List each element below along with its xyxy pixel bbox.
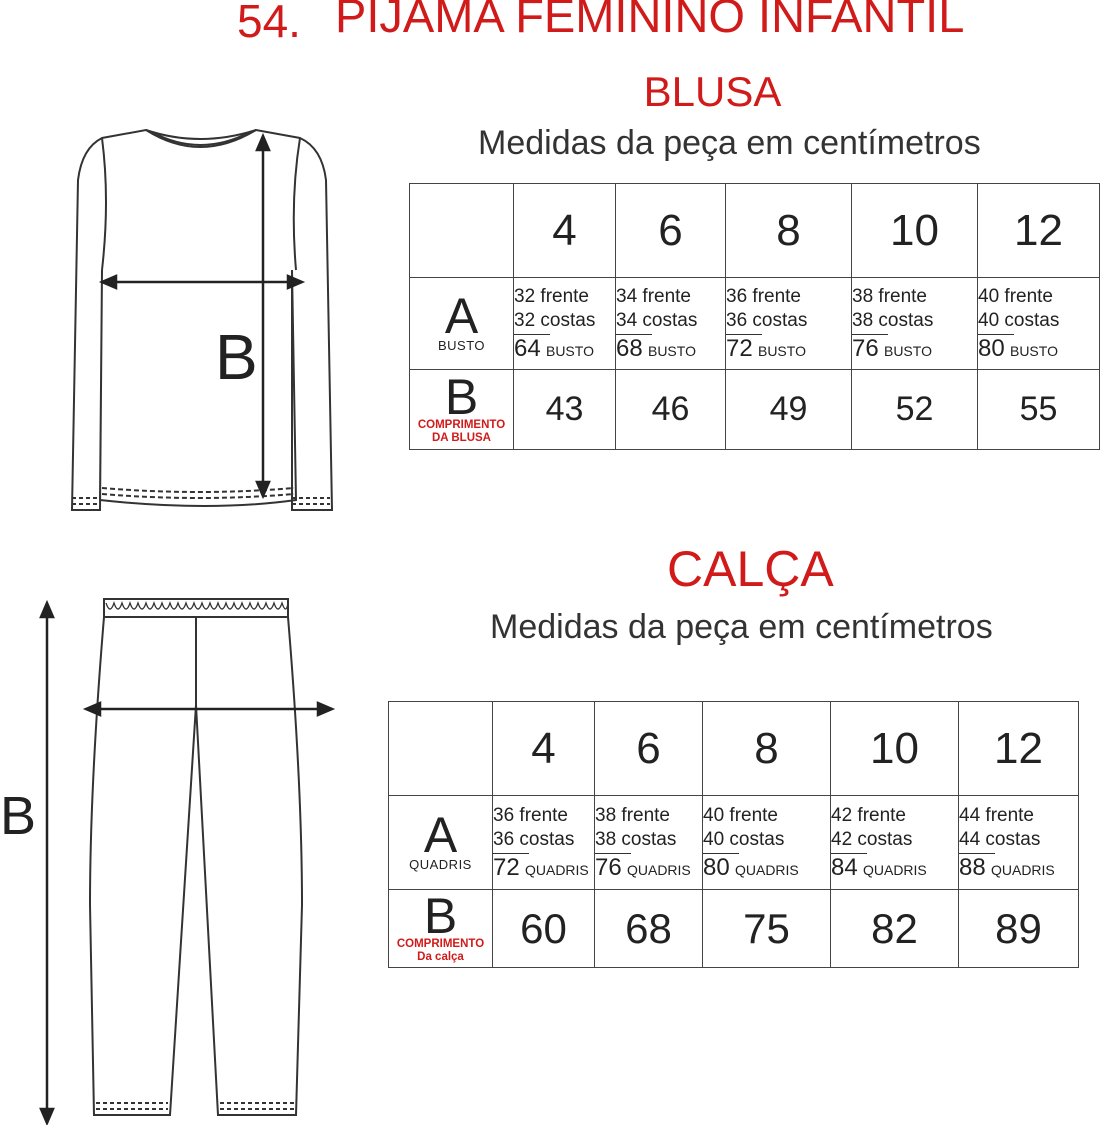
measure-cell: [514, 278, 616, 370]
row-label: Da calça: [417, 950, 464, 963]
row-b-header: [389, 887, 493, 968]
length-value: 46: [616, 370, 726, 450]
length-value: 55: [978, 370, 1100, 450]
total-label: QUADRIS: [990, 861, 1055, 878]
length-value: 49: [726, 370, 852, 450]
length-value: 82: [831, 890, 959, 968]
measure-cell: [616, 278, 726, 370]
table-row: [389, 890, 1079, 968]
total-value: 64: [514, 334, 541, 362]
size-header: 6: [616, 184, 726, 278]
costas-value: 44 costas: [959, 828, 1041, 850]
table-row: [410, 370, 1100, 450]
frente-value: 40 frente: [703, 804, 778, 826]
costas-value: 40 costas: [978, 309, 1060, 331]
length-value: 89: [959, 890, 1079, 968]
calca-heading: CALÇA: [667, 541, 834, 597]
table-header-row: [410, 184, 1100, 278]
empty-cell: [410, 184, 514, 278]
costas-value: 42 costas: [831, 828, 913, 850]
row-label: COMPRIMENTO: [396, 937, 485, 950]
total-label: QUADRIS: [862, 861, 927, 878]
frente-value: 42 frente: [831, 804, 906, 826]
total-value: 76: [852, 334, 879, 362]
total-label: QUADRIS: [524, 861, 589, 878]
blusa-size-table: [409, 183, 1100, 450]
costas-value: 40 costas: [703, 828, 785, 850]
table-row: [410, 278, 1100, 370]
total-value: 68: [616, 334, 643, 362]
measure-cell: [959, 796, 1079, 890]
pants-diagram-icon: [20, 585, 380, 1125]
size-header: 12: [959, 702, 1079, 796]
total-value: 80: [703, 853, 730, 881]
page-title: PIJAMA FEMININO INFANTIL: [335, 0, 965, 42]
size-header: 6: [595, 702, 703, 796]
measure-cell: [852, 278, 978, 370]
row-label: DA BLUSA: [432, 431, 491, 444]
size-header: 10: [831, 702, 959, 796]
total-label: QUADRIS: [626, 861, 691, 878]
row-letter: B: [423, 887, 458, 944]
costas-value: 38 costas: [595, 828, 677, 850]
row-a-header: [410, 278, 514, 370]
measure-cell: [726, 278, 852, 370]
calca-subtitle: Medidas da peça em centímetros: [490, 608, 993, 646]
frente-value: 40 frente: [978, 285, 1053, 307]
measure-cell: [595, 796, 703, 890]
row-label: BUSTO: [437, 338, 486, 353]
total-value: 72: [493, 853, 520, 881]
total-label: BUSTO: [883, 342, 932, 359]
total-label: BUSTO: [647, 342, 696, 359]
blusa-subtitle: Medidas da peça em centímetros: [478, 124, 981, 162]
frente-value: 34 frente: [616, 285, 691, 307]
total-value: 72: [726, 334, 753, 362]
size-header: 4: [514, 184, 616, 278]
costas-value: 34 costas: [616, 309, 698, 331]
length-value: 60: [493, 890, 595, 968]
costas-value: 38 costas: [852, 309, 934, 331]
empty-cell: [389, 702, 493, 796]
total-label: QUADRIS: [734, 861, 799, 878]
costas-value: 32 costas: [514, 309, 596, 331]
size-header: 8: [703, 702, 831, 796]
frente-value: 32 frente: [514, 285, 589, 307]
page-number: 54.: [237, 0, 301, 47]
row-a-header: [389, 796, 493, 890]
total-value: 80: [978, 334, 1005, 362]
measure-cell: [978, 278, 1100, 370]
row-letter: A: [444, 288, 479, 344]
blusa-length-label: B: [215, 321, 258, 393]
frente-value: 36 frente: [726, 285, 801, 307]
length-value: 43: [514, 370, 616, 450]
total-value: 76: [595, 853, 622, 881]
total-value: 88: [959, 853, 986, 881]
measure-cell: [831, 796, 959, 890]
total-label: BUSTO: [757, 342, 806, 359]
row-label: COMPRIMENTO: [417, 418, 506, 431]
row-label: QUADRIS: [409, 857, 472, 872]
costas-value: 36 costas: [493, 828, 575, 850]
size-header: 8: [726, 184, 852, 278]
blusa-heading: BLUSA: [643, 68, 782, 115]
frente-value: 38 frente: [595, 804, 670, 826]
length-value: 68: [595, 890, 703, 968]
total-value: 84: [831, 853, 858, 881]
table-row: [389, 796, 1079, 890]
measure-cell: [493, 796, 595, 890]
row-letter: B: [444, 368, 479, 425]
frente-value: 38 frente: [852, 285, 927, 307]
length-value: 52: [852, 370, 978, 450]
costas-value: 36 costas: [726, 309, 808, 331]
calca-size-table: [388, 701, 1079, 968]
total-label: BUSTO: [1009, 342, 1058, 359]
table-header-row: [389, 702, 1079, 796]
size-header: 4: [493, 702, 595, 796]
row-letter: A: [423, 807, 458, 863]
size-header: 12: [978, 184, 1100, 278]
length-value: 75: [703, 890, 831, 968]
measure-cell: [703, 796, 831, 890]
frente-value: 36 frente: [493, 804, 568, 826]
frente-value: 44 frente: [959, 804, 1034, 826]
total-label: BUSTO: [545, 342, 594, 359]
calca-length-label: B: [0, 786, 37, 846]
size-header: 10: [852, 184, 978, 278]
row-b-header: [410, 370, 514, 450]
